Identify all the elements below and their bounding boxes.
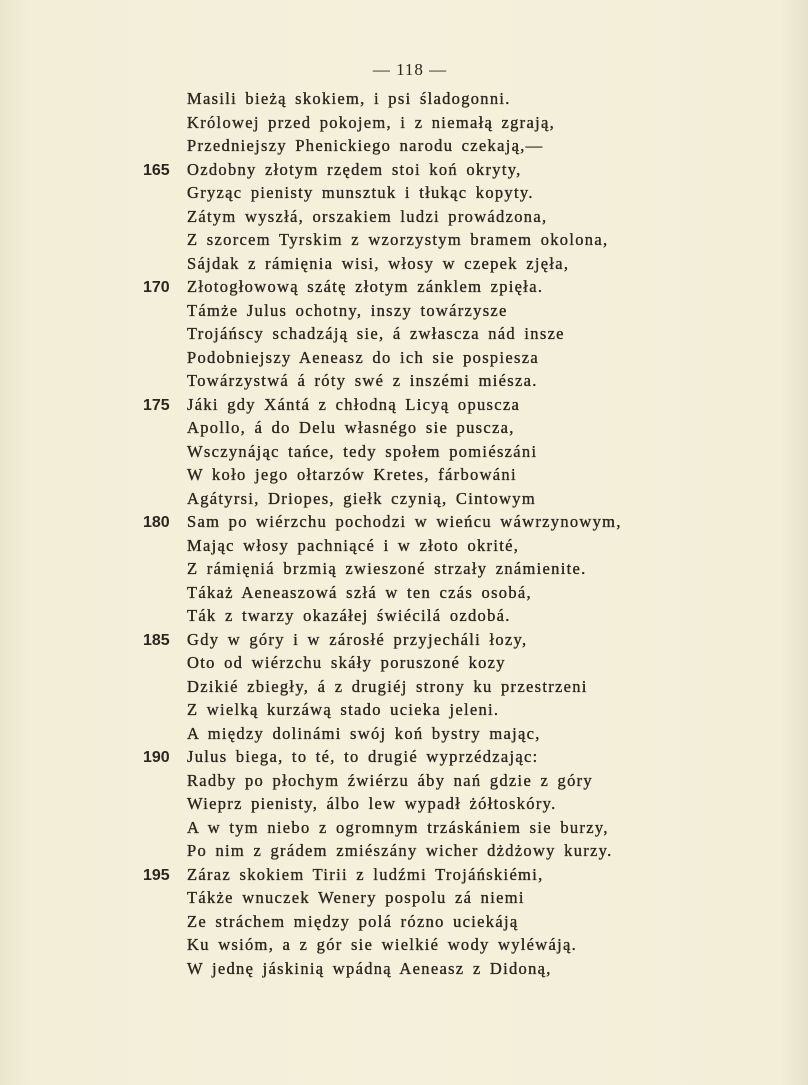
- verse-line: [143, 933, 622, 957]
- verse-line: [143, 416, 622, 440]
- verse-text: Masili bieżą skokiem, i psi śladogonni.: [187, 89, 511, 108]
- verse-text: Gdy w góry i w zárosłé przyjecháli łozy,: [187, 629, 528, 649]
- verse-line: [143, 228, 622, 252]
- verse-line: [143, 158, 622, 182]
- verse-text: Julus biega, to té, to drugié wyprzédzając:: [187, 747, 539, 766]
- verse-text: Apollo, á do Delu własnégo sie puscza,: [187, 418, 515, 437]
- verse-text: Dzikié zbiegły, á z drugiéj strony ku przestrzeni: [187, 676, 588, 696]
- verse-text: Ozdobny złotym rzędem stoi koń okryty,: [187, 159, 522, 179]
- verse-line: [143, 769, 622, 793]
- verse-text: Złotogłowową szátę złotym zánklem zpięła.: [187, 277, 544, 296]
- verse-text: Gryząc pienisty munsztuk i tłukąc kopyty.: [187, 183, 534, 202]
- verse-line: [143, 910, 622, 934]
- verse-block: [143, 87, 622, 980]
- verse-text: Przedniejszy Phenickiego narodu czekają,—: [187, 136, 544, 155]
- verse-line: [143, 87, 622, 111]
- verse-text: Wsczynájąc tańce, tedy społem pomiészáni: [187, 441, 538, 461]
- verse-line: [143, 698, 622, 722]
- verse-line: [143, 557, 622, 581]
- verse-text: W jednę jáskinią wpádną Aeneasz z Didoną,: [187, 958, 552, 978]
- verse-text: Królowej przed pokojem, i z niemałą zgrają,: [187, 112, 556, 132]
- verse-line: [143, 722, 622, 746]
- verse-line: [143, 463, 622, 487]
- verse-line: [143, 299, 622, 323]
- verse-line: [143, 957, 622, 981]
- verse-line: [143, 745, 622, 769]
- verse-line: [143, 205, 622, 229]
- verse-text: Z szorcem Tyrskim z wzorzystym bramem okolona,: [187, 230, 609, 249]
- verse-text: Trojáńscy schadzáją sie, á zwłascza nád insze: [187, 324, 565, 343]
- verse-line: [143, 534, 622, 558]
- verse-line: [143, 651, 622, 675]
- verse-line: [143, 252, 622, 276]
- verse-line: [143, 134, 622, 158]
- verse-line: [143, 816, 622, 840]
- line-number: 195: [143, 866, 170, 884]
- verse-line: [143, 487, 622, 511]
- verse-line: [143, 839, 622, 863]
- line-number: 175: [143, 396, 170, 414]
- line-number: 180: [143, 514, 170, 531]
- line-number: 190: [143, 749, 170, 766]
- line-number: 185: [143, 631, 170, 649]
- line-number: 170: [143, 279, 170, 296]
- verse-line: [143, 346, 622, 370]
- verse-line: [143, 886, 622, 910]
- verse-text: Agátyrsi, Driopes, giełk czynią, Cintowym: [187, 488, 536, 508]
- page-number: — 118 —: [372, 60, 448, 79]
- line-number: 165: [143, 161, 170, 179]
- verse-text: Radby po płochym źwiérzu áby nań gdzie z góry: [187, 770, 593, 790]
- verse-line: [143, 322, 622, 346]
- verse-line: [143, 863, 622, 887]
- verse-text: A w tym niebo z ogromnym trzáskániem sie burzy,: [187, 817, 609, 837]
- verse-text: Mając włosy pachniącé i w złoto okrité,: [187, 535, 520, 555]
- verse-line: [143, 604, 622, 628]
- verse-text: Tákże wnuczek Wenery pospolu zá niemi: [187, 888, 525, 907]
- verse-line: [143, 275, 622, 299]
- verse-text: Wieprz pienisty, álbo lew wypadł żółtoskóry.: [187, 794, 557, 813]
- verse-line: [143, 111, 622, 135]
- verse-text: Záraz skokiem Tirii z ludźmi Trojáńskiémi,: [187, 864, 544, 884]
- verse-text: Z rámięniá brzmią zwieszoné strzały známienite.: [187, 559, 587, 578]
- verse-line: [143, 792, 622, 816]
- verse-text: Ze stráchem między polá rózno uciekáją: [187, 911, 519, 931]
- verse-text: Jáki gdy Xántá z chłodną Licyą opuscza: [187, 394, 521, 414]
- verse-line: [143, 675, 622, 699]
- verse-text: Ták z twarzy okazáłej świécilá ozdobá.: [187, 606, 511, 625]
- verse-line: [143, 369, 622, 393]
- verse-line: [143, 628, 622, 652]
- verse-text: Podobniejszy Aeneasz do ich sie pospiesza: [187, 347, 539, 367]
- verse-text: Z wielką kurzáwą stado ucieka jeleni.: [187, 700, 500, 719]
- verse-text: A między dolinámi swój koń bystry mając,: [187, 723, 541, 743]
- verse-text: Sájdak z rámięnia wisi, włosy w czepek zjęła,: [187, 253, 570, 273]
- verse-text: Támże Julus ochotny, inszy towárzysze: [187, 300, 508, 320]
- verse-line: [143, 181, 622, 205]
- verse-line: [143, 581, 622, 605]
- verse-text: Towárzystwá á róty swé z inszémi miésza.: [187, 371, 538, 390]
- verse-text: Oto od wiérzchu skáły poruszoné kozy: [187, 653, 506, 672]
- verse-text: W koło jego ołtarzów Kretes, fárbowáni: [187, 465, 517, 484]
- verse-text: Tákaż Aeneaszowá szłá w ten czás osobá,: [187, 582, 532, 602]
- verse-line: [143, 393, 622, 417]
- verse-text: Ku wsióm, a z gór sie wielkié wody wyléwáją.: [187, 935, 578, 954]
- verse-text: Sam po wiérzchu pochodzi w wieńcu wáwrzynowym,: [187, 512, 622, 531]
- verse-line: [143, 440, 622, 464]
- verse-line: [143, 510, 622, 534]
- verse-text: Po nim z grádem zmiészány wicher dżdżowy kurzy.: [187, 841, 613, 860]
- verse-text: Zátym wyszłá, orszakiem ludzi prowádzona,: [187, 206, 548, 226]
